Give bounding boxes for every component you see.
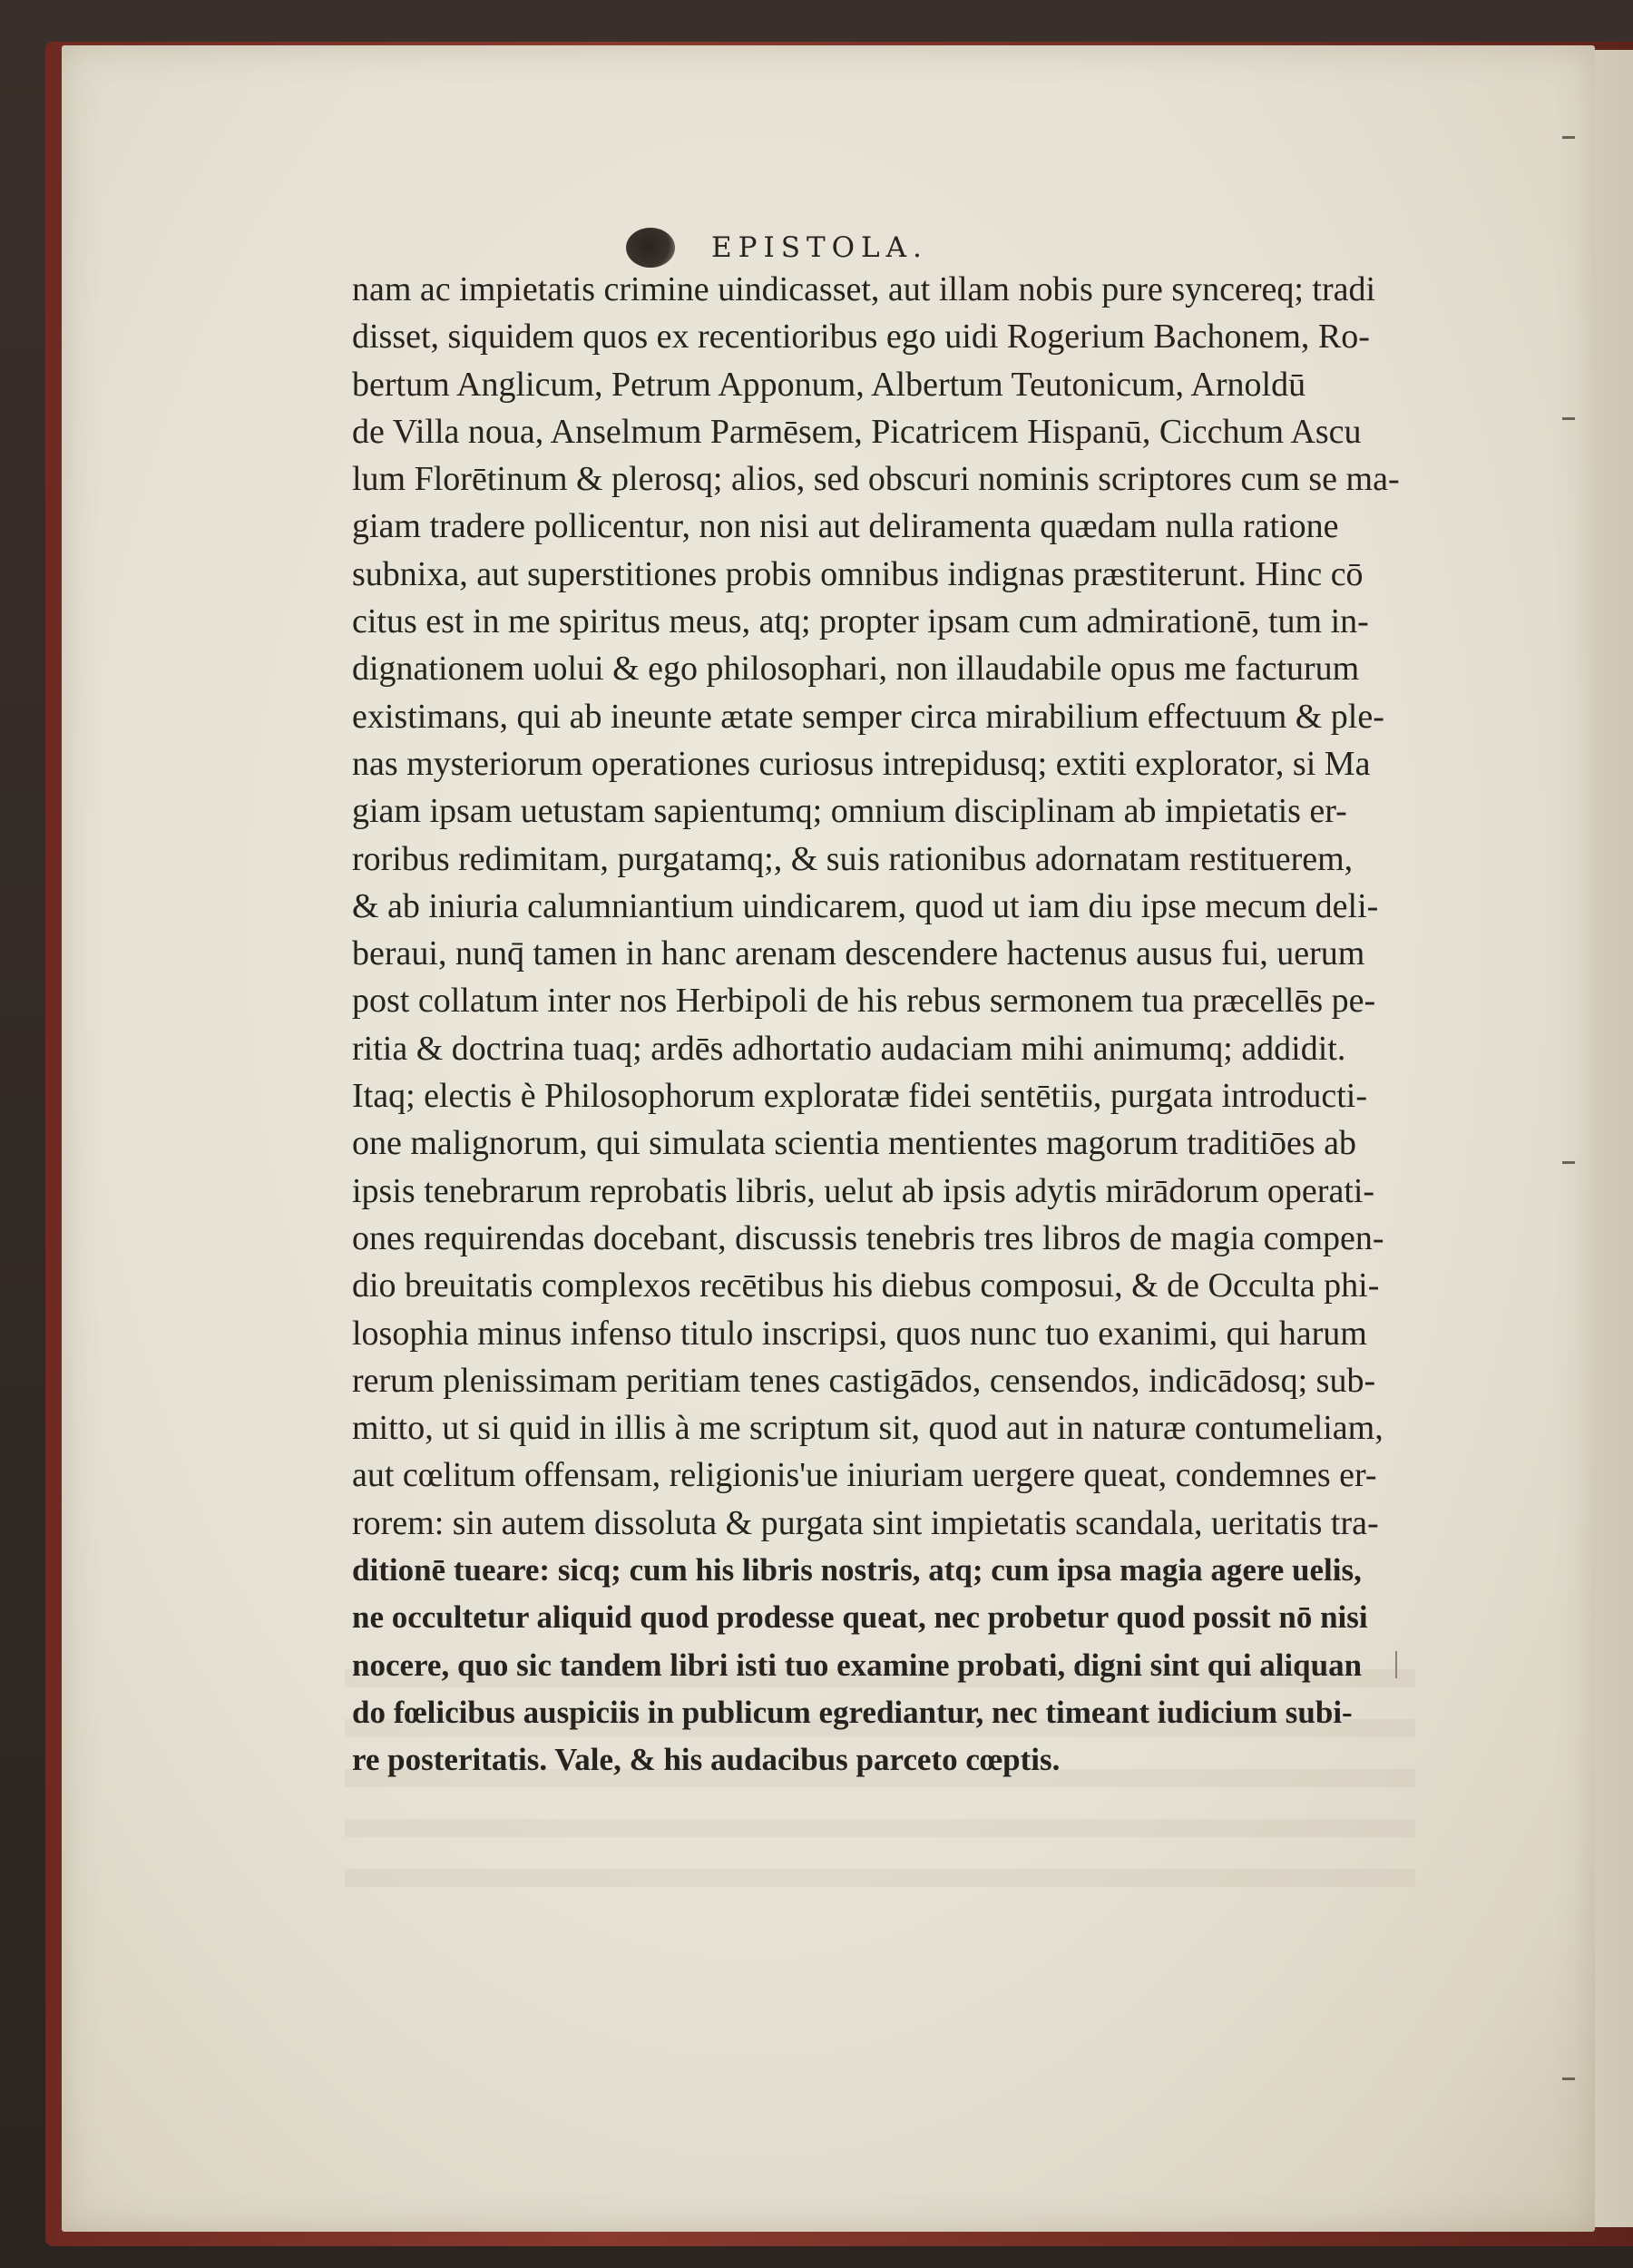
margin-tick-mark bbox=[1395, 1651, 1397, 1678]
text-line: ritia & doctrina tuaq; ardēs adhortatio audaciam mihi animumq; addidit. bbox=[352, 1029, 1346, 1068]
ink-blot bbox=[626, 228, 675, 268]
show-through-shadow bbox=[345, 1869, 1415, 1887]
page-edge-mark bbox=[1562, 1161, 1575, 1164]
text-line: existimans, qui ab ineunte ætate semper circa mirabilium effectuum & ple- bbox=[352, 697, 1384, 736]
text-line: bertum Anglicum, Petrum Apponum, Albertum Teutonicum, Arnoldū bbox=[352, 365, 1306, 404]
text-line: dio breuitatis complexos recētibus his diebus composui, & de Occulta phi- bbox=[352, 1266, 1380, 1305]
text-line: nas mysteriorum operationes curiosus intrepidusq; extiti explorator, si Ma bbox=[352, 744, 1371, 783]
page-edge-mark bbox=[1562, 136, 1575, 139]
running-head: EPISTOLA. bbox=[711, 231, 928, 264]
text-line: rorem: sin autem dissoluta & purgata sint impietatis scandala, ueritatis tra- bbox=[352, 1503, 1379, 1542]
text-line: post collatum inter nos Herbipoli de his rebus sermonem tua præcellēs pe- bbox=[352, 982, 1376, 1021]
text-line: disset, siquidem quos ex recentioribus ego uidi Rogerium Bachonem, Ro- bbox=[352, 318, 1370, 357]
text-line: dignationem uolui & ego philosophari, non illaudabile opus me facturum bbox=[352, 650, 1360, 689]
text-line: ones requirendas docebant, discussis tenebris tres libros de magia compen- bbox=[352, 1218, 1384, 1257]
page-edge-mark bbox=[1562, 2077, 1575, 2080]
text-line: de Villa noua, Anselmum Parmēsem, Picatricem Hispanū, Cicchum Ascu bbox=[352, 412, 1362, 451]
text-line: one malignorum, qui simulata scientia mentientes magorum traditiōes ab bbox=[352, 1124, 1357, 1163]
text-line: losophia minus infenso titulo inscripsi, quos nunc tuo exanimi, qui harum bbox=[352, 1314, 1367, 1353]
text-line: re posteritatis. Vale, & his audacibus parceto cœptis. bbox=[352, 1742, 1061, 1778]
text-line: giam tradere pollicentur, non nisi aut deliramenta quædam nulla ratione bbox=[352, 507, 1339, 546]
show-through-shadow bbox=[345, 1819, 1415, 1837]
text-line: ipsis tenebrarum reprobatis libris, uelut ab ipsis adytis mirādorum operati- bbox=[352, 1171, 1375, 1210]
text-line: aut cœlitum offensam, religionis'ue iniuriam uergere queat, condemnes er- bbox=[352, 1456, 1377, 1495]
page-edge-mark bbox=[1562, 417, 1575, 420]
text-line: citus est in me spiritus meus, atq; propter ipsam cum admirationē, tum in- bbox=[352, 602, 1369, 641]
text-line: giam ipsam uetustam sapientumq; omnium disciplinam ab impietatis er- bbox=[352, 792, 1347, 831]
text-line: do fœlicibus auspiciis in publicum egrediantur, nec timeant iudicium subi- bbox=[352, 1694, 1353, 1730]
text-line: nocere, quo sic tandem libri isti tuo examine probati, digni sint qui aliquan bbox=[352, 1647, 1363, 1683]
text-line: roribus redimitam, purgatamq;, & suis rationibus adornatam restituerem, bbox=[352, 839, 1354, 878]
text-line: Itaq; electis è Philosophorum exploratæ fidei sentētiis, purgata introducti- bbox=[352, 1077, 1367, 1116]
text-line: beraui, nunq̄ tamen in hanc arenam descendere hactenus ausus fui, uerum bbox=[352, 934, 1365, 973]
text-line: lum Florētinum & plerosq; alios, sed obscuri nominis scriptores cum se ma- bbox=[352, 460, 1400, 499]
text-block bbox=[352, 266, 1406, 1784]
text-line: subnixa, aut superstitiones probis omnibus indignas præstiterunt. Hinc cō bbox=[352, 554, 1364, 593]
text-line: ne occultetur aliquid quod prodesse queat, nec probetur quod possit nō nisi bbox=[352, 1599, 1368, 1636]
text-line: nam ac impietatis crimine uindicasset, aut illam nobis pure syncereq; tradi bbox=[352, 270, 1376, 308]
page-header bbox=[626, 225, 928, 270]
text-line: mitto, ut si quid in illis à me scriptum sit, quod aut in naturæ contumeliam, bbox=[352, 1409, 1384, 1448]
text-line: & ab iniuria calumniantium uindicarem, quod ut iam diu ipse mecum deli- bbox=[352, 886, 1379, 925]
text-line: ditionē tueare: sicq; cum his libris nostris, atq; cum ipsa magia agere uelis, bbox=[352, 1552, 1362, 1589]
text-line: rerum plenissimam peritiam tenes castigādos, censendos, indicādosq; sub- bbox=[352, 1361, 1376, 1400]
